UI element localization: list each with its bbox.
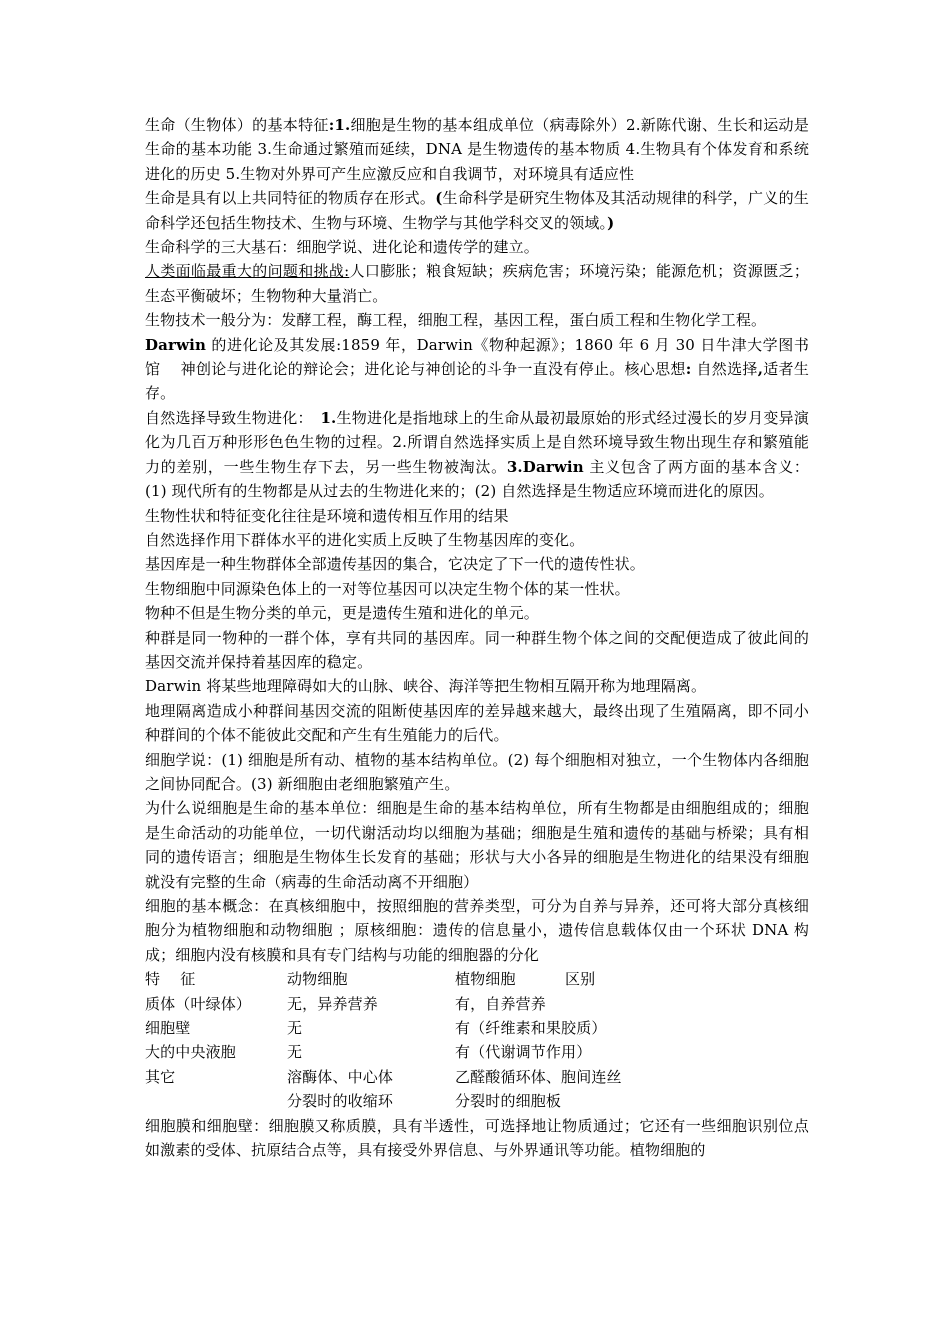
paragraph-biotech [145, 308, 809, 332]
table-row [145, 1016, 809, 1040]
table-cell: 质体（叶绿体） [145, 994, 252, 1013]
text: 物种不但是生物分类的单元，更是遗传生殖和进化的单元。 [145, 604, 539, 623]
text: 细胞是生物的基本组成单位（病毒除外）2.新陈代谢、生长和运动是生命的基本功能 3.生命通过繁殖而延续，DNA 是生物遗传的基本物质 4.生物具有个体发育和系统进化的历史 5.生物对外界可产生应激反应和自我调节，对环境具有适应性 [145, 116, 809, 183]
text: 生物细胞中同源染色体上的一对等位基因可以决定生物个体的某一性状。 [145, 579, 630, 598]
paragraph-geographic-isolation [145, 674, 809, 698]
table-cell: 分裂时的细胞板 [455, 1092, 562, 1111]
table-cell: 有（纤维素和果胶质） [455, 1019, 607, 1037]
paragraph-darwin [145, 333, 809, 406]
table-cell: 无 [287, 1019, 303, 1037]
table-cell: 大的中央液胞 [145, 1043, 236, 1062]
table-cell [145, 1089, 287, 1113]
table-cell: 有（代谢调节作用） [455, 1043, 592, 1062]
paragraph-cell-basic-unit [145, 796, 809, 894]
text: 适者生存。 [145, 360, 810, 403]
text: 种群是同一物种的一群个体，享有共同的基因库。同一种群生物个体之间的交配便造成了彼此间的基因交流并保持着基因库的稳定。 [145, 628, 809, 671]
bold-text: 3.Darwin [506, 457, 584, 476]
text: 生命是具有以上共同特征的物质存在形式。 [145, 189, 436, 208]
text: 自然选择作用下群体水平的进化实质上反映了生物基因库的变化。 [145, 530, 585, 549]
text: 人口膨胀；粮食短缺；疾病危害；环境污染；能源危机；资源匮乏；生态平衡破坏；生物物种大量消亡。 [145, 262, 809, 305]
cell-comparison-table [145, 967, 809, 1113]
table-cell: 有，自养营养 [455, 994, 546, 1013]
text: 细胞膜和细胞壁：细胞膜又称质膜，具有半透性，可选择地让物质通过；它还有一些细胞识别位点如激素的受体、抗原结合点等，具有接受外界信息、与外界通讯等功能。植物细胞的 [145, 1116, 809, 1159]
paragraph-life-definition [145, 186, 809, 235]
table-cell: 溶酶体、中心体 [287, 1067, 394, 1086]
table-cell: 其它 [145, 1067, 176, 1086]
table-cell: 分裂时的收缩环 [287, 1092, 394, 1111]
text: 细胞学说：(1) 细胞是所有动、植物的基本结构单位。(2) 每个细胞相对独立，一个生物体内各细胞之间协同配合。(3) 新细胞由老细胞繁殖产生。 [145, 750, 809, 793]
text: 生物进化是指地球上的生命从最初最原始的形式经过漫长的岁月变异演化为几百万种形形色色生物的过程。2.所谓自然选择实质上是自然环境导致生物出现生存和繁殖能力的差别，一些生物生存下去，另一些生物被淘汰。 [145, 408, 809, 476]
text: 生命科学的三大基石：细胞学说、进化论和遗传学的建立。 [145, 238, 539, 257]
paragraph-cell-concepts [145, 894, 809, 967]
paragraph-challenges [145, 259, 809, 308]
paragraph-gene-pool [145, 552, 809, 576]
table-cell: 无 [287, 1043, 303, 1062]
text: Darwin 将某些地理障碍如大的山脉、峡谷、海洋等把生物相互隔开称为地理隔离。 [145, 677, 707, 696]
paragraph-population-evolution [145, 528, 809, 552]
bold-text: Darwin [145, 335, 207, 354]
paragraph-life-features [145, 113, 809, 186]
text: 为什么说细胞是生命的基本单位：细胞是生命的基本结构单位，所有生物都是由细胞组成的；细胞是生命活动的功能单位，一切代谢活动均以细胞为基础；细胞是生殖和遗传的基础与桥梁；具有相同的遗传语言；细胞是生物体生长发育的基础；形状与大小各异的细胞是生物进化的结果没有细胞就没有完整的生命（病毒的生命活动离不开细胞） [145, 799, 809, 891]
text: 细胞的基本概念：在真核细胞中，按照细胞的营养类型，可分为自养与异养，还可将大部分真核细胞分为植物细胞和动物细胞 ；原核细胞：遗传的信息量小，遗传信息载体仅由一个环状 DNA 构成；细胞内没有核膜和具有专门结构与功能的细胞器的分化 [145, 897, 809, 964]
text: 的进化论及其发展:1859 年，Darwin《物种起源》；1860 年 6 月 30 日牛津大学图书馆 神创论与进化论的辩论会；进化论与神创论的斗争一直没有停止。核心思想 [145, 335, 809, 379]
document-page [145, 113, 809, 1162]
paragraph-natural-selection [145, 406, 809, 504]
paragraph-traits [145, 504, 809, 528]
table-cell: 细胞壁 [145, 1019, 191, 1037]
text: 自然选择 [691, 360, 758, 379]
paragraph-cell-theory [145, 748, 809, 797]
text: 生物性状和特征变化往往是环境和遗传相互作用的结果 [145, 506, 509, 525]
header-plant-cell: 植物细胞 [455, 970, 516, 989]
text: 主义包含了两方面的基本含义：(1) 现代所有的生物都是从过去的生物进化来的；(2) 自然选择是生物适应环境而进化的原因。 [145, 457, 809, 501]
bold-text: ) [607, 213, 615, 232]
paragraph-alleles [145, 577, 809, 601]
bold-text: : [685, 360, 692, 379]
table-row [145, 1089, 809, 1113]
text: 地理隔离造成小种群间基因交流的阻断使基因库的差异越来越大，最终出现了生殖隔离，即不同小种群间的个体不能彼此交配和产生有生殖能力的后代。 [145, 701, 809, 745]
paragraph-cell-membrane [145, 1114, 809, 1163]
table-row [145, 1065, 809, 1089]
header-difference: 区别 [565, 970, 596, 989]
bold-text: 1. [320, 408, 337, 427]
underlined-heading: 人类面临最重大的问题和挑战: [145, 262, 350, 281]
text: 生命科学是研究生物体及其活动规律的科学，广义的生命科学还包括生物技术、生物与环境、生物学与其他学科交叉的领域。 [145, 189, 809, 232]
table-row [145, 992, 809, 1016]
bold-text: :1. [328, 116, 351, 134]
table-cell: 乙醛酸循环体、胞间连丝 [455, 1067, 622, 1086]
header-feature: 特 征 [145, 970, 196, 989]
bold-text: ( [435, 189, 443, 208]
bold-text: , [757, 360, 764, 379]
header-animal-cell: 动物细胞 [287, 970, 348, 989]
paragraph-species [145, 601, 809, 625]
table-header-row [145, 967, 809, 991]
paragraph-population [145, 626, 809, 675]
paragraph-reproductive-isolation [145, 699, 809, 748]
paragraph-three-cornerstones [145, 235, 809, 259]
table-cell: 无，异养营养 [287, 994, 378, 1013]
text: 生物技术一般分为：发酵工程，酶工程，细胞工程，基因工程，蛋白质工程和生物化学工程。 [145, 311, 767, 330]
text: 生命（生物体）的基本特征 [145, 116, 329, 134]
text: 基因库是一种生物群体全部遗传基因的集合，它决定了下一代的遗传性状。 [145, 555, 645, 574]
text: 自然选择导致生物进化： [145, 408, 321, 427]
table-row [145, 1040, 809, 1064]
